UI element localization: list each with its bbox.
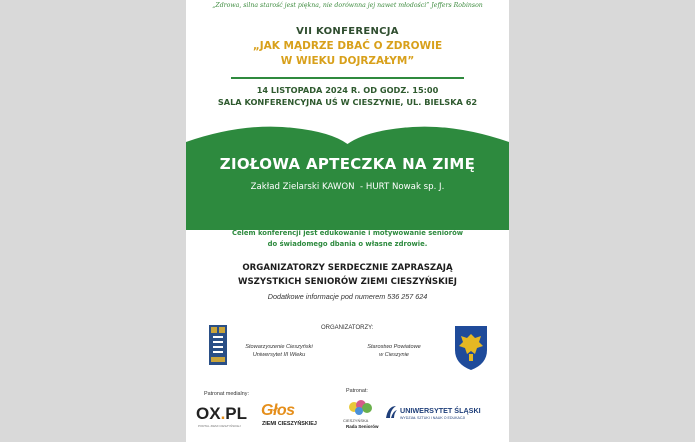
invitation-line2: WSZYSTKICH SENIORÓW ZIEMI CIESZYŃSKIEJ xyxy=(237,277,458,287)
conference-place: SALA KONFERENCYJNA UŚ W CIESZYNIE, UL. BIELSKA 62 xyxy=(217,97,478,107)
conference-title-line2: W WIEKU DOJRZAŁYM” xyxy=(280,55,415,67)
conference-title-line1: „JAK MĄDRZE DBAĆ O ZDROWIE xyxy=(252,40,443,52)
banner-subtitle: Zakład Zielarski KAWON - HURT Nowak sp. J. xyxy=(250,182,445,192)
banner-title: ZIOŁOWA APTECZKA NA ZIMĘ xyxy=(219,155,476,173)
rada-seniorow-logo xyxy=(344,398,376,418)
invitation-line1: ORGANIZATORZY SERDECZNIE ZAPRASZAJĄ xyxy=(242,263,453,273)
conference-poster xyxy=(186,0,509,442)
contact-info: Dodatkowe informacje pod numerem 536 257 624 xyxy=(267,292,428,301)
uniwersytet-slaski-faculty: WYDZIAŁ SZTUKI I NAUK O EDUKACJI xyxy=(400,416,466,420)
goal-line1: Celem konferencji jest edukowanie i motywowanie seniorów xyxy=(231,229,464,237)
glos-logo: Głos xyxy=(261,402,295,419)
starostwo-coat-of-arms xyxy=(451,324,491,372)
organizers-label: ORGANIZATORZY: xyxy=(321,325,374,331)
uniwersytet-slaski-logo xyxy=(384,404,398,420)
right-margin xyxy=(509,0,695,442)
org1-name-line2: Uniwersytet III Wieku xyxy=(252,352,306,358)
rada-seniorow-line2: Rada Seniorów xyxy=(346,424,379,429)
utw-logo xyxy=(207,323,229,367)
conference-number: VII KONFERENCJA xyxy=(296,26,399,37)
uniwersytet-slaski-name: UNIWERSYTET ŚLĄSKI xyxy=(400,406,481,415)
rada-seniorow-line1: CIESZYŃSKA xyxy=(343,418,369,423)
org1-name-line1: Stowarzyszenie Cieszyński xyxy=(245,344,313,350)
motto-quote: „Zdrowa, silna starość jest piękna, nie dorównna jej nawet młodości” Jeffers Robinson xyxy=(212,2,483,9)
conference-date: 14 LISTOPADA 2024 R. OD GODZ. 15:00 xyxy=(256,85,439,95)
oxpl-subtitle: PORTAL ZIEMI CIESZYŃSKIEJ xyxy=(198,424,241,428)
org2-name-line2: w Cieszynie xyxy=(379,352,409,358)
goal-line2: do świadomego dbania o własne zdrowie. xyxy=(267,240,428,248)
glos-subtitle: ZIEMI CIESZYŃSKIEJ xyxy=(262,421,317,427)
org2-name-line1: Starostwo Powiatowe xyxy=(367,344,421,350)
oxpl-logo: OX.PL xyxy=(196,404,248,423)
left-margin xyxy=(0,0,186,442)
divider-line xyxy=(231,77,464,79)
patronage-label: Patronat: xyxy=(346,388,368,394)
media-patronage-label: Patronat medialny: xyxy=(204,391,249,397)
